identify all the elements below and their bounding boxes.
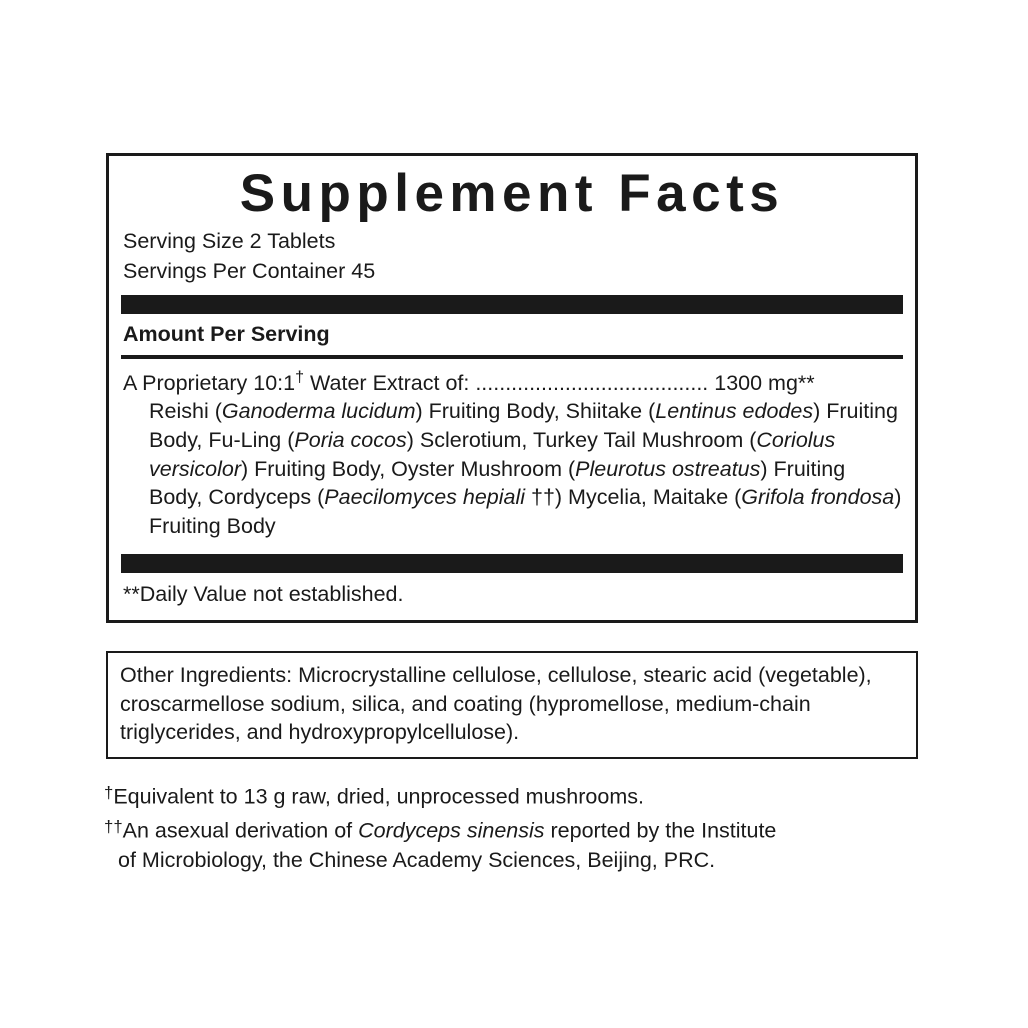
blend-segment: Reishi (: [149, 399, 222, 424]
supplement-facts-panel: [106, 153, 918, 623]
blend-line-pre: A Proprietary 10:1: [123, 370, 296, 395]
other-ingredients-text: Microcrystalline cellulose, cellulose, stearic acid (vegetable), croscarmellose sodium, silica, and coating (hypromellose, medium-chain triglycerides, and hydroxypropylcellulose).: [120, 663, 872, 745]
blend-segment: ) Fruiting Body: [149, 485, 902, 538]
blend-segment: Paecilomyces hepiali: [324, 485, 526, 510]
blend-detail-text: [123, 397, 903, 540]
footnote-two-italic: Cordyceps sinensis: [358, 818, 545, 843]
footnote-one-text: Equivalent to 13 g raw, dried, unprocessed mushrooms.: [113, 784, 644, 809]
blend-segment: Poria cocos: [294, 428, 407, 453]
footnote-two-marker: ††: [104, 817, 123, 837]
blend-segment: Coriolus versicolor: [149, 428, 836, 481]
blend-segment: ) Fruiting Body, Cordyceps (: [149, 456, 846, 510]
footnotes: [104, 782, 934, 880]
panel-title: Supplement Facts: [239, 164, 785, 223]
serving-size-line: Serving Size 2 Tablets: [123, 228, 336, 253]
blend-segment: ††: [525, 485, 555, 510]
blend-segment: Lentinus edodes: [655, 399, 814, 424]
blend-segment: ) Mycelia, Maitake (: [554, 485, 742, 510]
blend-segment: Ganoderma lucidum: [221, 399, 416, 424]
daily-value-note: **Daily Value not established.: [123, 582, 404, 607]
blend-segment: Grifola frondosa: [741, 485, 895, 510]
blend-segment: Pleurotus ostreatus: [575, 456, 761, 481]
blend-segment: ) Sclerotium, Turkey Tail Mushroom (: [406, 428, 757, 453]
footnote-one: [104, 782, 934, 811]
blend-segment: ) Fruiting Body, Fu-Ling (: [149, 399, 898, 453]
other-ingredients-label: Other Ingredients:: [120, 663, 293, 687]
blend-segment: ) Fruiting Body, Shiitake (: [415, 399, 656, 424]
other-ingredients-box: [106, 651, 918, 759]
blend-dagger-marker: †: [295, 367, 305, 386]
footnote-two-continuation: of Microbiology, the Chinese Academy Sciences, Beijing, PRC.: [118, 847, 716, 872]
thick-rule-bottom: [121, 554, 903, 573]
servings-per-container-line: Servings Per Container 45: [123, 259, 376, 284]
blend-line-post: Water Extract of: ....................................... 1300 mg**: [304, 370, 815, 395]
proprietary-blend-block: [121, 359, 903, 547]
footnote-two: [104, 816, 934, 874]
footnote-two-pre: An asexual derivation of: [122, 818, 359, 843]
blend-segment: ) Fruiting Body, Oyster Mushroom (: [241, 456, 576, 481]
thick-rule-top: [121, 295, 903, 314]
amount-per-serving-header: Amount Per Serving: [123, 321, 330, 346]
footnote-two-post: reported by the Institute: [544, 818, 777, 843]
footnote-one-marker: †: [104, 783, 114, 802]
